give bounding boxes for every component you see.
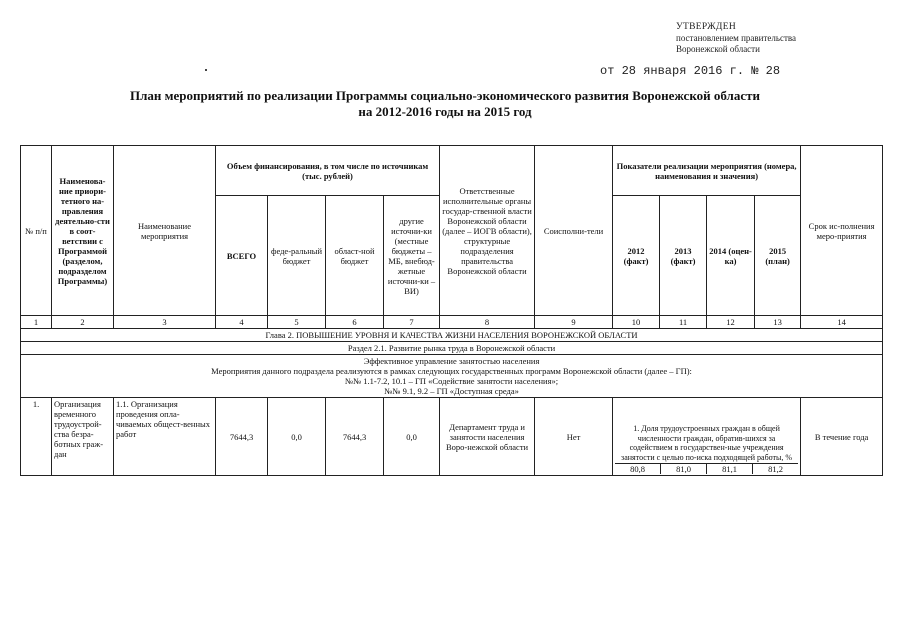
subsection-block [21,355,883,398]
col-number: 12 [707,316,755,329]
header-other: другие источни-ки (местные бюджеты – МБ, внебюд-жетные источни-ки – ВИ) [384,196,440,316]
indicator-text: 1. Доля трудоустроенных граждан в общей численности граждан, обратив-шихся за содействием в государствен-ные учреждения занятости с целью по-иска подходящей работы, % [621,424,793,462]
header-responsible: Ответственные исполнительные органы государ-ственной власти Воронежской области (далее – ИОГВ области), структурные подразделения правительства Воронежской области [440,146,535,316]
col-number: 13 [755,316,801,329]
subsection-title: Эффективное управление занятостью населения [363,356,540,366]
header-funding-group: Объем финансирования, в том числе по источникам (тыс. рублей) [216,146,440,196]
approval-line-1: УТВЕРЖДЕН [676,22,736,32]
document-title [60,88,830,120]
table-row [21,398,883,476]
title-line-2: на 2012-2016 годы на 2015 год [358,104,532,119]
scan-speck [205,69,207,71]
col-number: 14 [801,316,883,329]
header-2013: 2013 (факт) [660,196,707,316]
header-indicators-group: Показатели реализации мероприятия (номера, наименования и значения) [613,146,801,196]
value-2012: 80,8 [630,464,645,474]
decree-date: от 28 января 2016 г. № 28 [600,64,781,78]
subsection-programs-1: №№ 1.1-7.2, 10.1 – ГП «Содействие занятости населения»; [344,376,559,386]
header-regional: област-ной бюджет [326,196,384,316]
col-number: 8 [440,316,535,329]
title-line-1: План мероприятий по реализации Программы социально-экономического развития Воронежской области [129,88,760,103]
header-event: Наименование мероприятия [114,146,216,316]
header-coexecutors: Соисполни-тели [535,146,613,316]
approval-line-3: Воронежской области [676,44,760,54]
col-number: 2 [52,316,114,329]
col-number: 5 [268,316,326,329]
row-federal: 0,0 [268,398,326,476]
row-num: 1. [21,398,52,476]
header-total: ВСЕГО [216,196,268,316]
value-2014: 81,1 [706,464,752,474]
subsection-programs-intro: Мероприятия данного подраздела реализуются в рамках следующих государственных программ Воронежской области (далее – ГП): [211,366,692,376]
col-number: 9 [535,316,613,329]
approval-line-2: постановлением правительства [676,33,797,43]
subsection-programs-2: №№ 9.1, 9.2 – ГП «Доступная среда» [384,386,519,396]
header-num: № п/п [21,146,52,316]
row-deadline: В течение года [801,398,883,476]
row-responsible: Департамент труда и занятости населения Воро-нежской области [440,398,535,476]
section-heading: Раздел 2.1. Развитие рынка труда в Воронежской области [21,342,883,355]
approval-block [676,22,796,55]
indicator-values [615,463,798,474]
col-number: 3 [114,316,216,329]
chapter-heading: Глава 2. ПОВЫШЕНИЕ УРОВНЯ И КАЧЕСТВА ЖИЗНИ НАСЕЛЕНИЯ ВОРОНЕЖСКОЙ ОБЛАСТИ [21,329,883,342]
col-number: 10 [613,316,660,329]
header-2015: 2015 (план) [755,196,801,316]
row-indicator [613,398,801,476]
value-2015: 81,2 [752,464,798,474]
row-regional: 7644,3 [326,398,384,476]
header-2014: 2014 (оцен-ка) [707,196,755,316]
col-number: 1 [21,316,52,329]
header-2012: 2012 (факт) [613,196,660,316]
col-number: 6 [326,316,384,329]
col-number: 11 [660,316,707,329]
row-coexecutors: Нет [535,398,613,476]
row-event: 1.1. Организация проведения опла-чиваемых общест-венных работ [114,398,216,476]
value-2013: 81,0 [660,464,706,474]
row-other: 0,0 [384,398,440,476]
header-deadline: Срок ис-полнения меро-приятия [801,146,883,316]
row-direction: Организация временного трудоустрой-ства безра-ботных граж-дан [52,398,114,476]
col-number: 4 [216,316,268,329]
row-total: 7644,3 [216,398,268,476]
col-number: 7 [384,316,440,329]
plan-table [20,145,883,476]
header-federal: феде-ральный бюджет [268,196,326,316]
column-number-row [21,316,883,329]
header-direction: Наименова-ние приори-тетного на-правления деятельно-сти в соот-ветствии с Программой (разделом, подразделом Программы) [52,146,114,316]
